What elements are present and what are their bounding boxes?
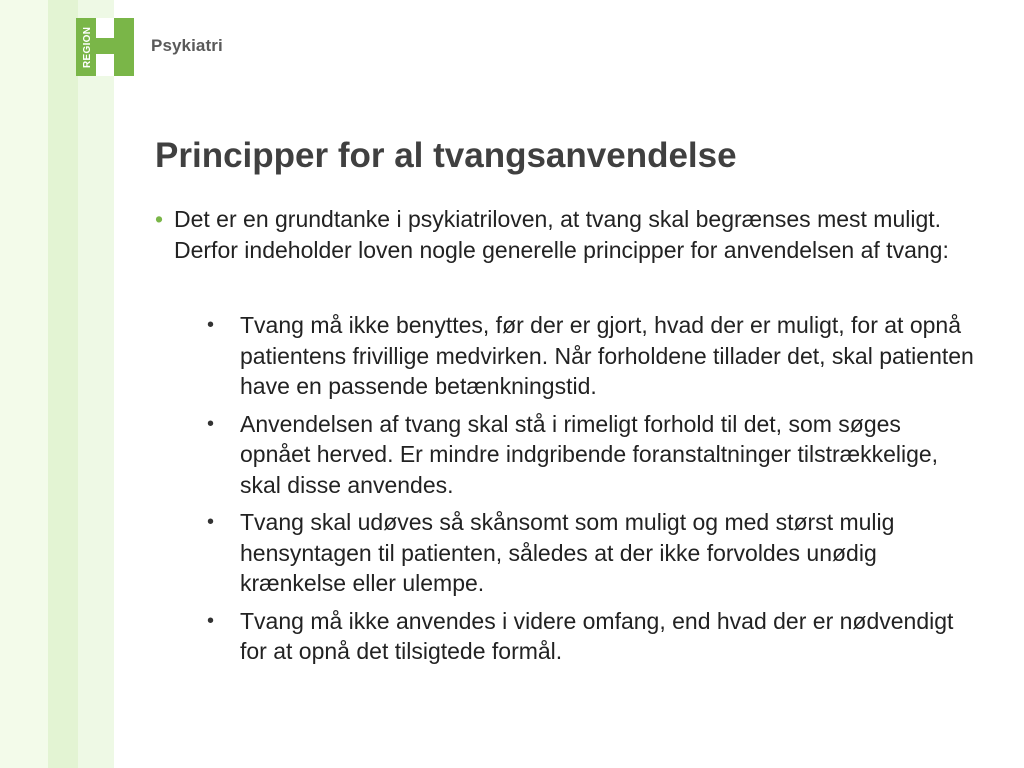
main-bullet-text: Det er en grundtanke i psykiatriloven, at tvang skal begrænses mest muligt. Derfor indeholder loven nogle generelle principper for anvendelsen af tvang: [174,206,949,263]
background-stripe-middle [48,0,78,768]
bullet-dot-icon: • [155,206,164,232]
background-stripe-inner [78,0,114,768]
bullet-dot-icon: • [207,609,215,632]
logo-region-text: REGION [82,26,93,68]
sub-bullet-item [207,507,977,599]
sub-bullet-text: Anvendelsen af tvang skal stå i rimeligt forhold til det, som søges opnået herved. Er mindre indgribende foranstaltninger tilstrækkelige, skal disse anvendes. [240,410,939,498]
bullet-dot-icon: • [207,412,215,435]
sub-bullet-item [207,409,977,501]
sub-bullet-item [207,310,977,402]
background-stripe-outer [0,0,48,768]
main-bullet-point [155,204,975,266]
sub-bullet-text: Tvang må ikke anvendes i videre omfang, end hvad der er nødvendigt for at opnå det tilsigtede formål. [240,607,954,664]
bullet-dot-icon: • [207,511,215,533]
slide-title: Principper for al tvangsanvendelse [155,136,737,175]
sub-bullet-item [207,606,977,667]
region-h-logo [76,18,134,76]
unit-name: Psykiatri [151,36,223,55]
sub-bullet-list [207,310,977,674]
sub-bullet-text: Tvang må ikke benyttes, før der er gjort, hvad der er muligt, for at opnå patientens frivillige medvirken. Når forholdene tillader det, skal patienten have en passende betænkningstid. [240,312,974,399]
bullet-dot-icon: • [207,314,215,336]
sub-bullet-text: Tvang skal udøves så skånsomt som muligt og med størst mulig hensyntagen til patienten, således at der ikke forvoldes unødig krænkelse eller ulempe. [240,509,895,596]
